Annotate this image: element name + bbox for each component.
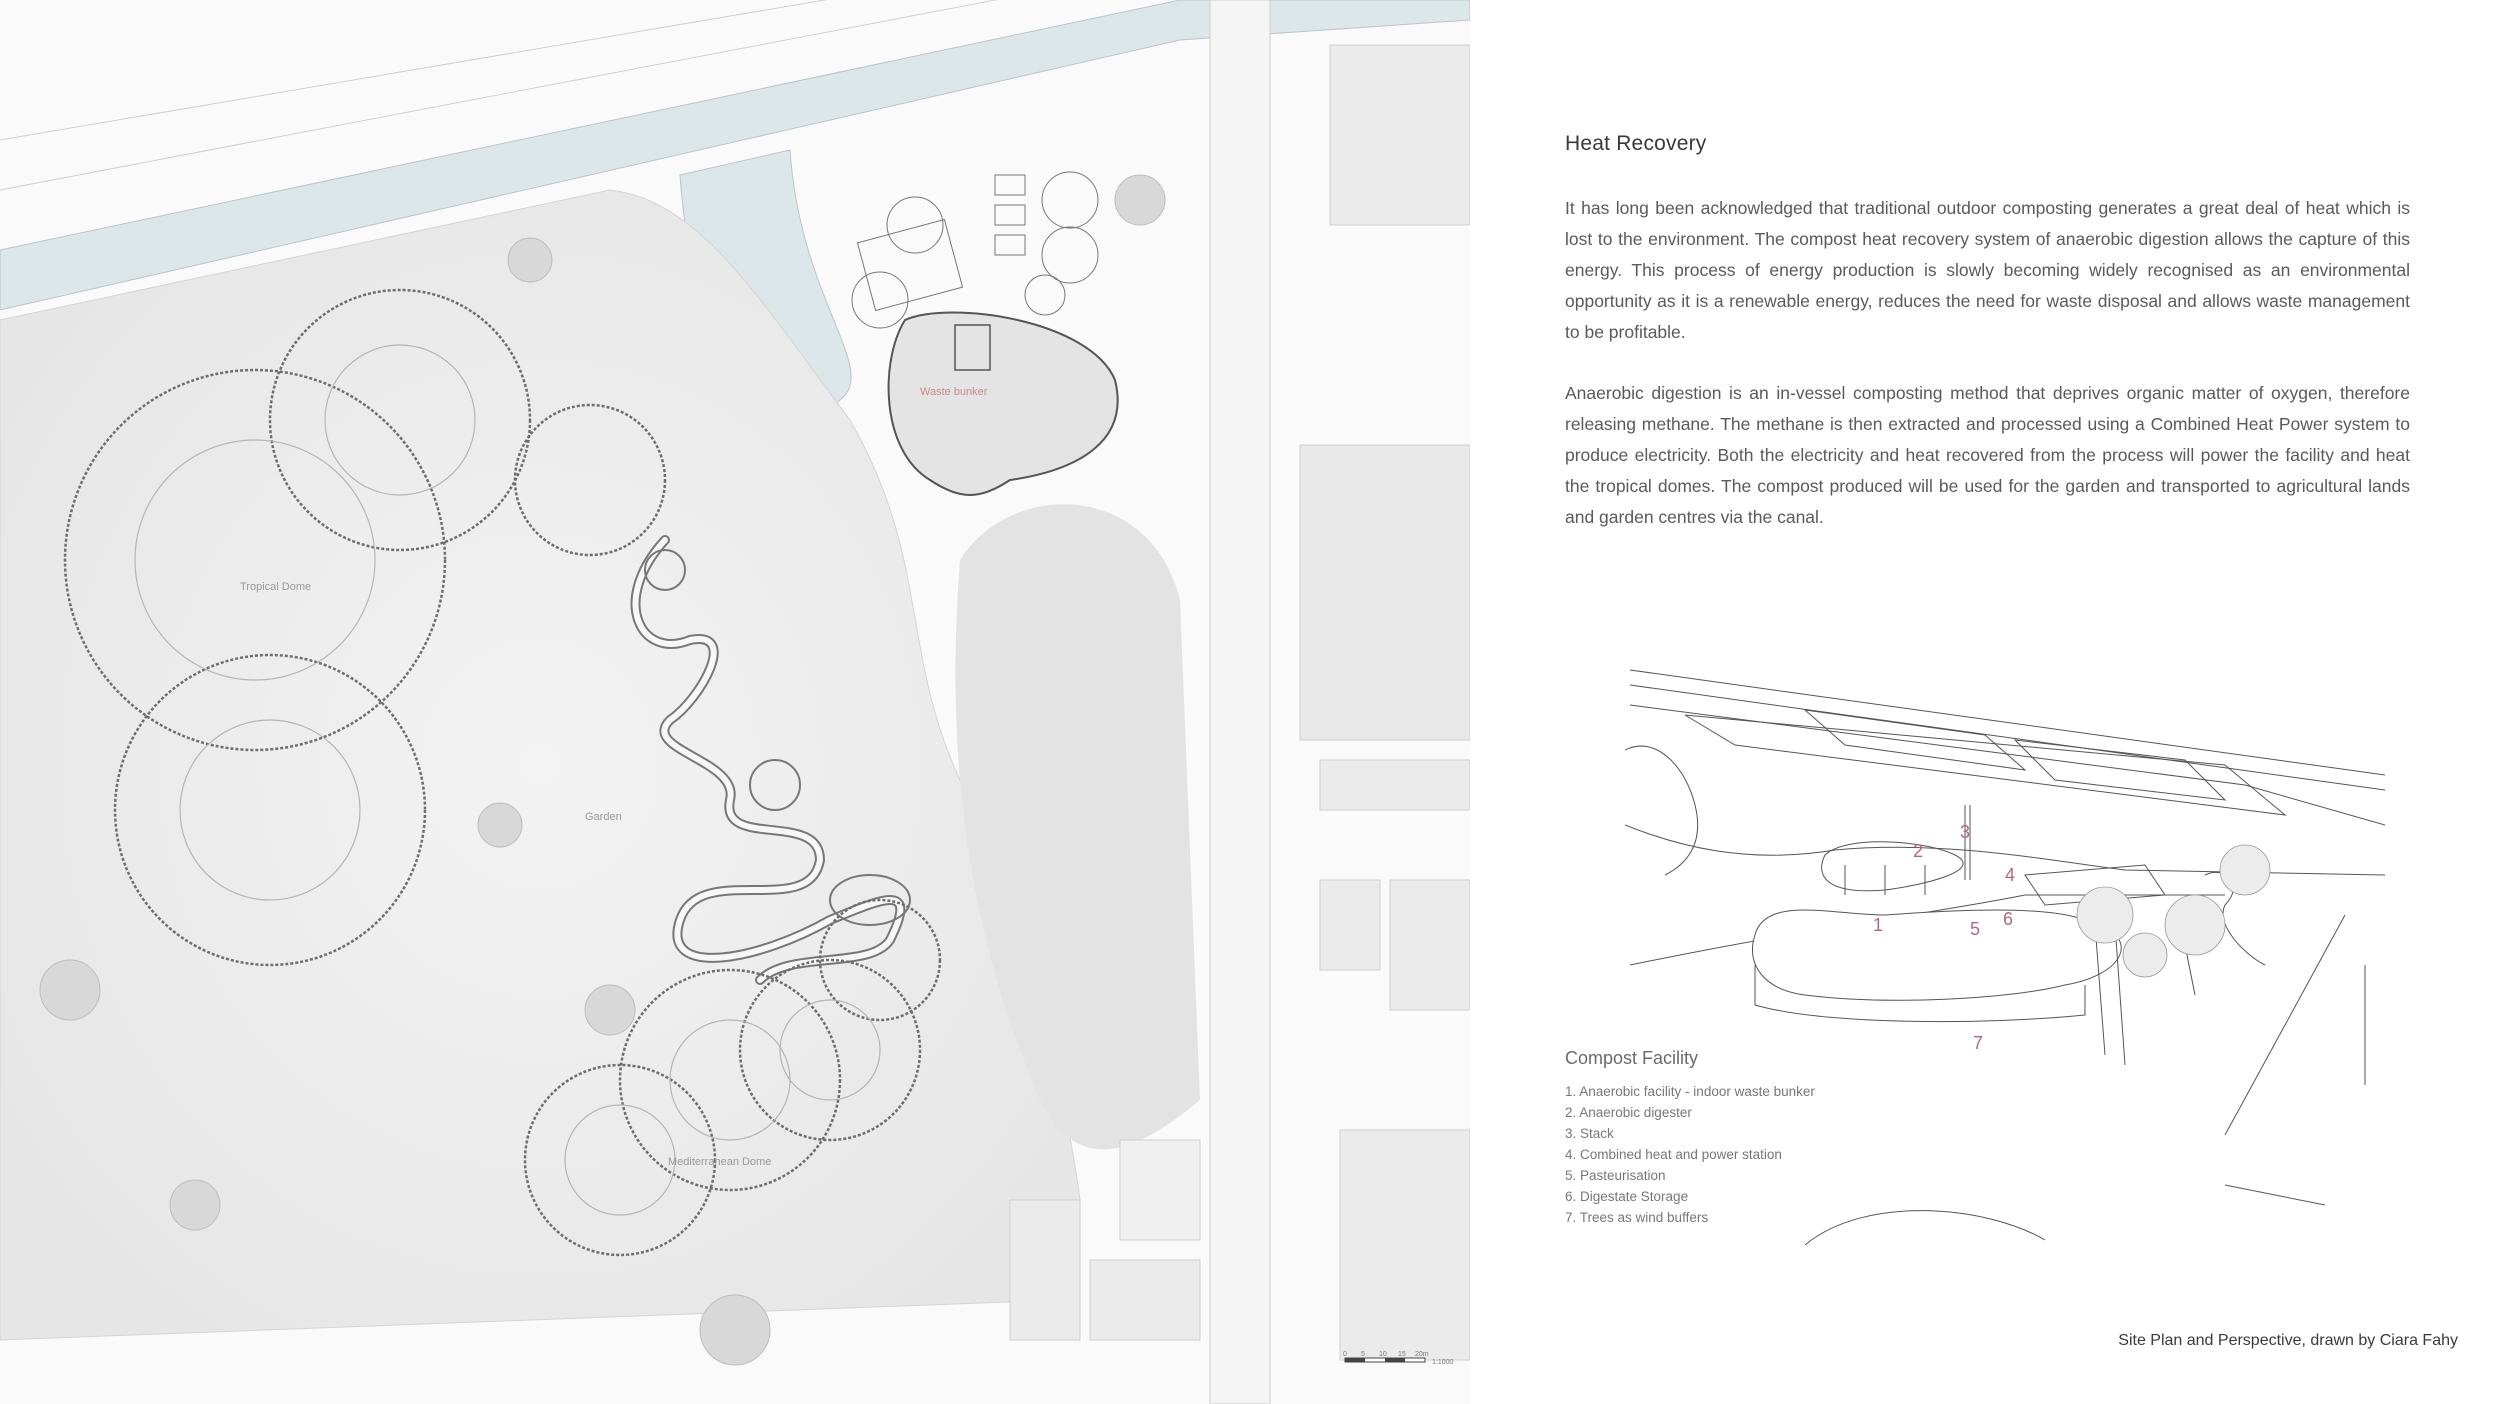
svg-text:5: 5 bbox=[1361, 1351, 1365, 1358]
legend-item: 5. Pasteurisation bbox=[1565, 1168, 1666, 1183]
section-heading: Heat Recovery bbox=[1565, 132, 1707, 155]
mediterranean-dome-label: Mediterranean Dome bbox=[668, 1156, 772, 1168]
svg-text:10: 10 bbox=[1379, 1351, 1387, 1358]
svg-text:1:1000: 1:1000 bbox=[1432, 1359, 1454, 1366]
garden-label: Garden bbox=[585, 811, 622, 823]
legend-item: 3. Stack bbox=[1565, 1126, 1614, 1141]
paragraph-heat-recovery: It has long been acknowledged that traditional outdoor composting generates a great deal of heat which is lost to the environment. The compost heat recovery system of anaerobic digestion allows the capture of this energy. This process of energy production is slowly becoming widely recognised as an environmental opportunity as it is a renewable energy, reduces the need for waste disposal and allows waste management to be profitable. bbox=[1565, 198, 2410, 342]
legend bbox=[1565, 1048, 1965, 1228]
svg-text:20m: 20m bbox=[1415, 1351, 1429, 1358]
legend-item: 7. Trees as wind buffers bbox=[1565, 1210, 1709, 1225]
perspective-number-7: 7 bbox=[1973, 1033, 1984, 1053]
text-panel bbox=[1565, 132, 2410, 563]
tropical-dome-label: Tropical Dome bbox=[240, 581, 312, 593]
legend-title: Compost Facility bbox=[1565, 1048, 1699, 1068]
legend-list bbox=[1565, 1081, 1965, 1228]
perspective-number-6: 6 bbox=[2003, 909, 2014, 929]
perspective-number-3: 3 bbox=[1960, 822, 1971, 842]
waste-bunker-label: Waste bunker bbox=[920, 386, 988, 398]
legend-item: 2. Anaerobic digester bbox=[1565, 1105, 1692, 1120]
svg-text:15: 15 bbox=[1398, 1351, 1406, 1358]
perspective-number-5: 5 bbox=[1970, 919, 1981, 939]
caption: Site Plan and Perspective, drawn by Ciara Fahy bbox=[2118, 1332, 2458, 1349]
road bbox=[1210, 0, 1270, 1404]
svg-text:0: 0 bbox=[1343, 1351, 1347, 1358]
legend-item: 6. Digestate Storage bbox=[1565, 1189, 1689, 1204]
legend-item: 4. Combined heat and power station bbox=[1565, 1147, 1782, 1162]
legend-item: 1. Anaerobic facility - indoor waste bunker bbox=[1565, 1084, 1815, 1099]
perspective-number-2: 2 bbox=[1913, 841, 1924, 861]
perspective-number-4: 4 bbox=[2005, 865, 2016, 885]
paragraph-anaerobic-digestion: Anaerobic digestion is an in-vessel composting method that deprives organic matter of oxygen, therefore releasing methane. The methane is then extracted and processed using a Combined Heat Power system to produce electricity. Both the electricity and heat recovered from the process will power the facility and heat the tropical domes. The compost produced will be used for the garden and transported to agricultural lands and garden centres via the canal. bbox=[1565, 383, 2410, 527]
perspective-number-1: 1 bbox=[1873, 915, 1884, 935]
